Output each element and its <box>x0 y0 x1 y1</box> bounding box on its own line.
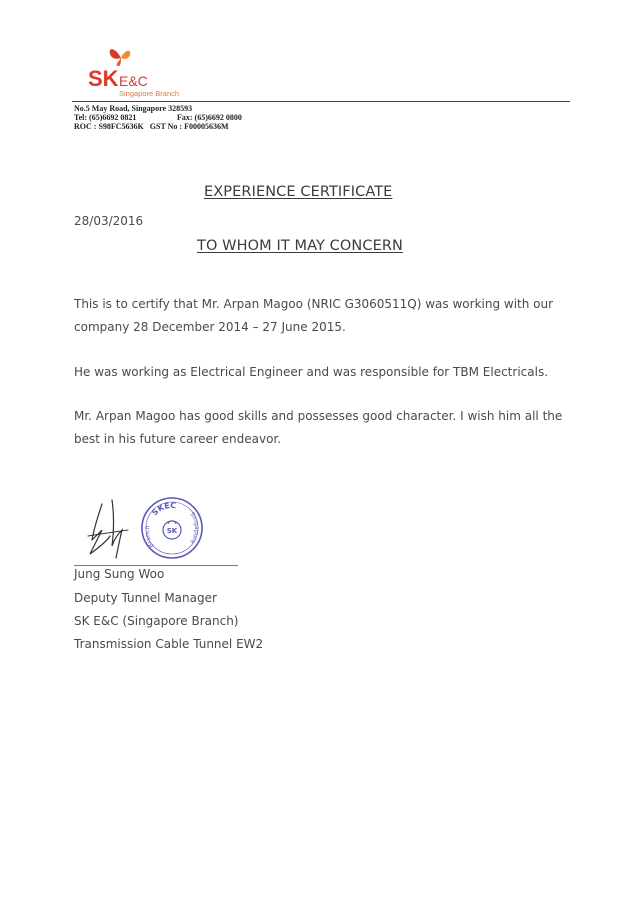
company-address: No.5 May Road, Singapore 328593 <box>74 104 193 113</box>
signatory-project: Transmission Cable Tunnel EW2 <box>74 637 264 651</box>
stamp-left-text: Branch <box>144 524 156 549</box>
svg-text:Singapore <box>188 511 200 545</box>
company-seal-stamp <box>140 496 204 560</box>
svg-text:Branch <box>144 525 156 549</box>
company-fax: Fax: (65)6692 0800 <box>177 113 242 122</box>
body-paragraph-role: He was working as Electrical Engineer and was responsible for TBM Electricals. <box>74 365 549 379</box>
logo-ec-text: E&C <box>119 73 148 89</box>
stamp-top-text: SKEC <box>150 500 177 518</box>
body-paragraph-employment: This is to certify that Mr. Arpan Magoo (NRIC G3060511Q) was working with our company 28 December 2014 – 27 June 2015. <box>74 297 554 334</box>
body-paragraph-character: Mr. Arpan Magoo has good skills and possesses good character. I wish him all the best in his future career endeavor. <box>74 409 563 446</box>
document-date: 28/03/2016 <box>74 214 144 228</box>
company-tel: Tel: (65)6692 0821 <box>74 113 137 122</box>
salutation-heading: TO WHOM IT MAY CONCERN <box>197 238 403 254</box>
stamp-center-text: SK <box>166 527 178 535</box>
letterhead-divider <box>72 101 570 102</box>
signatory-title: Deputy Tunnel Manager <box>74 591 217 605</box>
logo-branch-text: Singapore Branch <box>119 89 180 98</box>
sk-ec-logo <box>88 40 238 110</box>
signatory-organization: SK E&C (Singapore Branch) <box>74 614 239 628</box>
document-title: EXPERIENCE CERTIFICATE <box>204 184 393 200</box>
company-registration: ROC : S98FC5636K GST No : F00005636M <box>74 122 229 131</box>
logo-sk-text: SK <box>88 66 119 91</box>
signature-line <box>74 565 238 566</box>
stamp-right-text: Singapore <box>188 511 201 546</box>
handwritten-signature <box>84 496 134 566</box>
signatory-name: Jung Sung Woo <box>74 567 165 581</box>
